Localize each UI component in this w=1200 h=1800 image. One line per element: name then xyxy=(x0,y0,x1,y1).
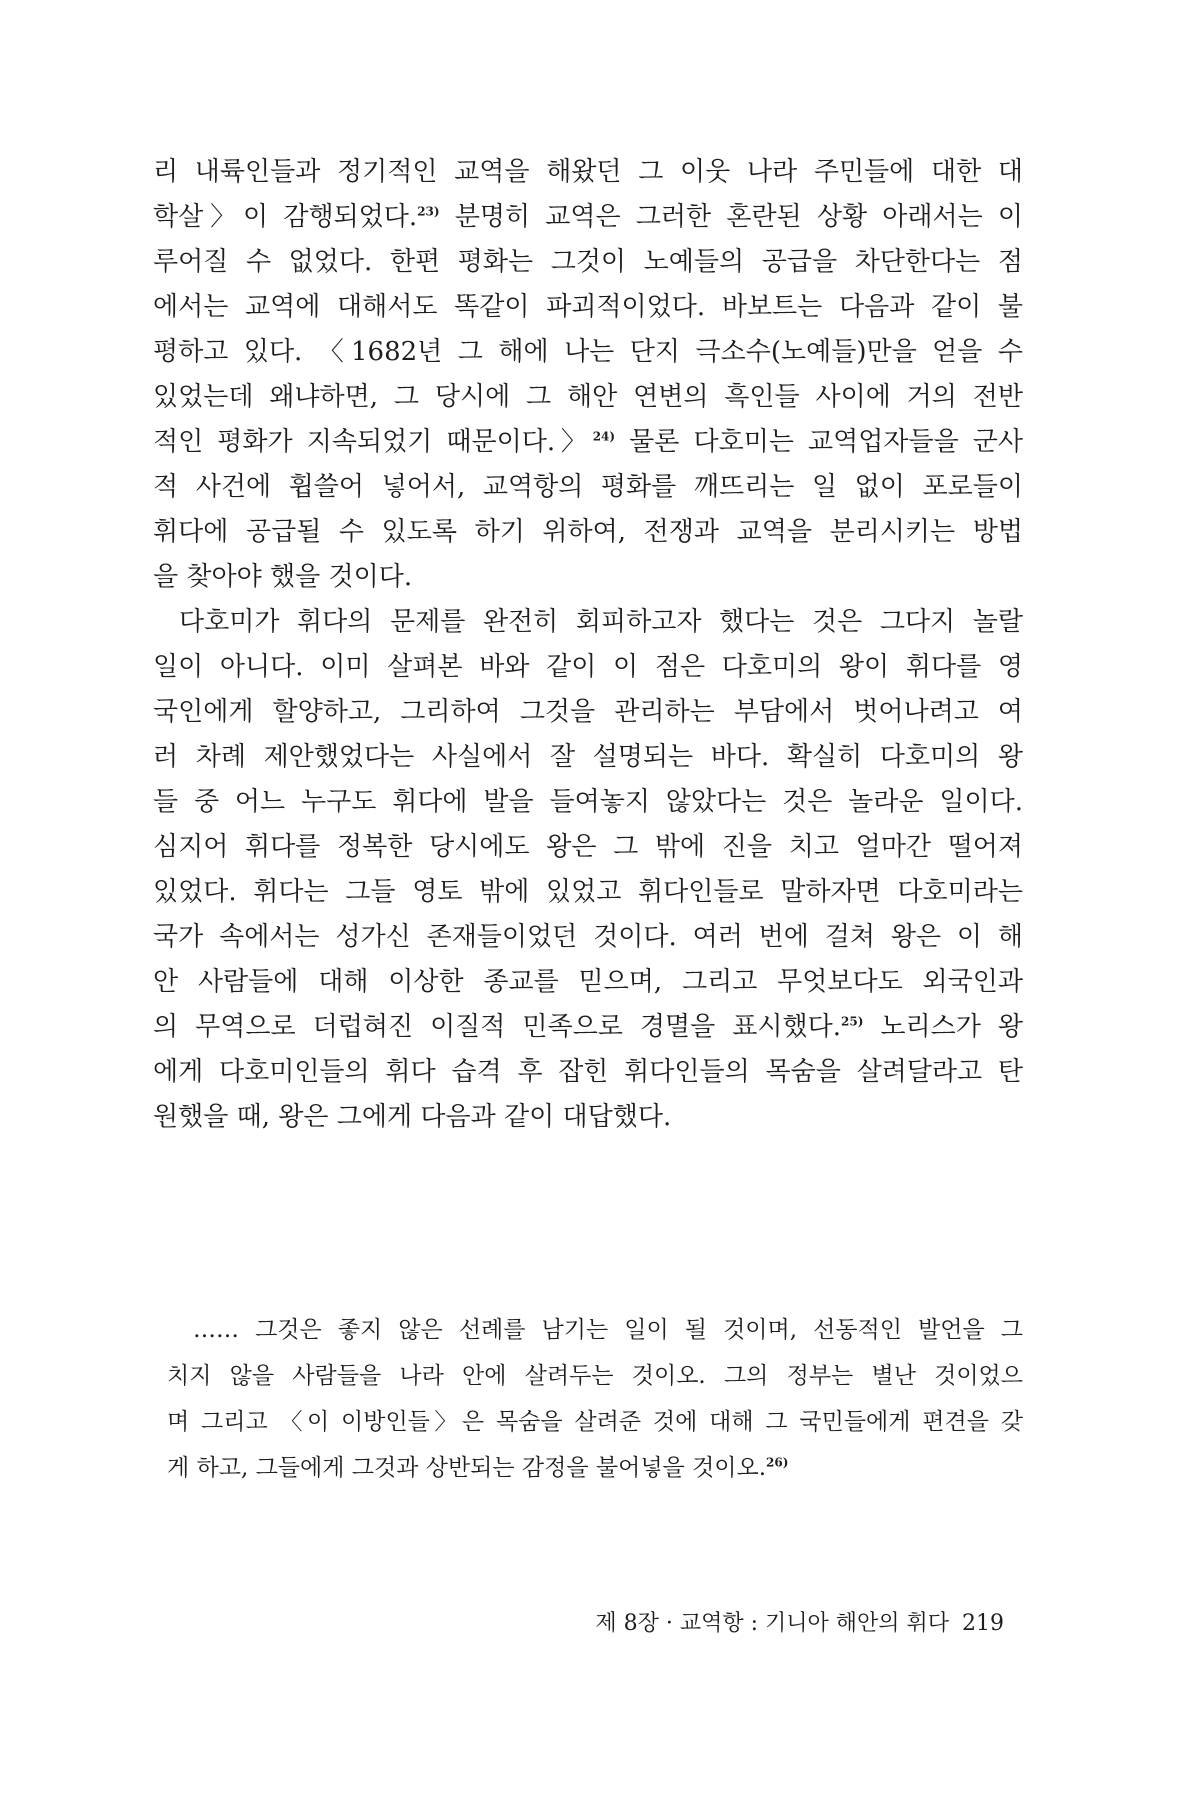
text-line: 일이 아니다. 이미 살펴본 바와 같이 이 점은 다호미의 왕이 휘다를 영 xyxy=(153,652,1023,682)
quote-line xyxy=(153,1445,1023,1491)
text-segment: 의 무역으로 더럽혀진 이질적 민족으로 경멸을 표시했다. xyxy=(153,1012,841,1042)
text-segment: 적인 평화가 지속되었기 때문이다.〉 xyxy=(153,427,593,457)
text-line: 국가 속에서는 성가신 존재들이었던 것이다. 여러 번에 걸쳐 왕은 이 해 xyxy=(153,922,1023,952)
footnote-ref-23: 23) xyxy=(417,204,440,219)
text-line: 있었는데 왜냐하면, 그 당시에 그 해안 연변의 흑인들 사이에 거의 전반 xyxy=(153,382,1023,412)
text-line xyxy=(153,195,1023,240)
text-segment: 학살〉이 감행되었다. xyxy=(153,202,418,232)
text-line: 에게 다호미인들의 휘다 습격 후 잡힌 휘다인들의 목숨을 살려달라고 탄 xyxy=(153,1057,1023,1087)
chapter-title: 제 8장 · 교역항 : 기니아 해안의 휘다 xyxy=(595,1611,949,1636)
text-line: 있었다. 휘다는 그들 영토 밖에 있었고 휘다인들로 말하자면 다호미라는 xyxy=(153,877,1023,907)
text-segment: 물론 다호미는 교역업자들을 군사 xyxy=(629,427,1024,457)
text-line: 원했을 때, 왕은 그에게 다음과 같이 대답했다. xyxy=(153,1102,672,1132)
text-line xyxy=(153,1005,1023,1050)
text-line: 적 사건에 휩쓸어 넣어서, 교역항의 평화를 깨뜨리는 일 없이 포로들이 xyxy=(153,472,1023,502)
text-segment: 노리스가 왕 xyxy=(880,1012,1023,1042)
block-quote xyxy=(153,1307,1023,1491)
text-line: 을 찾아야 했을 것이다. xyxy=(153,562,413,592)
text-line: 심지어 휘다를 정복한 당시에도 왕은 그 밖에 진을 치고 얼마간 떨어져 xyxy=(153,832,1023,862)
footnote-ref-26: 26) xyxy=(766,1455,789,1470)
running-footer xyxy=(589,1606,1004,1637)
text-line: 평하고 있다. 〈1682년 그 해에 나는 단지 극소수(노예들)만을 얻을 수 xyxy=(153,337,1023,367)
text-line: 국인에게 할양하고, 그리하여 그것을 관리하는 부담에서 벗어나려고 여 xyxy=(153,697,1023,727)
text-segment: 분명히 교역은 그러한 혼란된 상황 아래서는 이 xyxy=(454,202,1024,232)
text-line: 다호미가 휘다의 문제를 완전히 회피하고자 했다는 것은 그다지 놀랄 xyxy=(179,607,1023,637)
text-segment: 게 하고, 그들에게 그것과 상반되는 감정을 불어넣을 것이오. xyxy=(167,1455,767,1481)
quote-line: …… 그것은 좋지 않은 선례를 남기는 일이 될 것이며, 선동적인 발언을 그 xyxy=(193,1317,1023,1343)
text-line xyxy=(153,420,1023,465)
text-line: 리 내륙인들과 정기적인 교역을 해왔던 그 이웃 나라 주민들에 대한 대 xyxy=(153,157,1023,187)
quote-line: 치지 않을 사람들을 나라 안에 살려두는 것이오. 그의 정부는 별난 것이었으 xyxy=(167,1363,1023,1389)
text-line: 휘다에 공급될 수 있도록 하기 위하여, 전쟁과 교역을 분리시키는 방법 xyxy=(153,517,1023,547)
text-line: 에서는 교역에 대해서도 똑같이 파괴적이었다. 바보트는 다음과 같이 불 xyxy=(153,292,1023,322)
text-line: 러 차례 제안했었다는 사실에서 잘 설명되는 바다. 확실히 다호미의 왕 xyxy=(153,742,1023,772)
footnote-ref-24: 24) xyxy=(592,429,616,444)
body-text xyxy=(153,150,1023,1140)
text-line: 들 중 어느 누구도 휘다에 발을 들여놓지 않았다는 것은 놀라운 일이다. xyxy=(153,787,1023,817)
footnote-ref-25: 25) xyxy=(841,1014,864,1029)
page-number: 219 xyxy=(962,1611,1004,1636)
text-line: 루어질 수 없었다. 한편 평화는 그것이 노예들의 공급을 차단한다는 점 xyxy=(153,247,1023,277)
text-line: 안 사람들에 대해 이상한 종교를 믿으며, 그리고 무엇보다도 외국인과 xyxy=(153,967,1023,997)
quote-line: 며 그리고 〈이 이방인들〉은 목숨을 살려준 것에 대해 그 국민들에게 편견을 갖 xyxy=(167,1409,1023,1435)
